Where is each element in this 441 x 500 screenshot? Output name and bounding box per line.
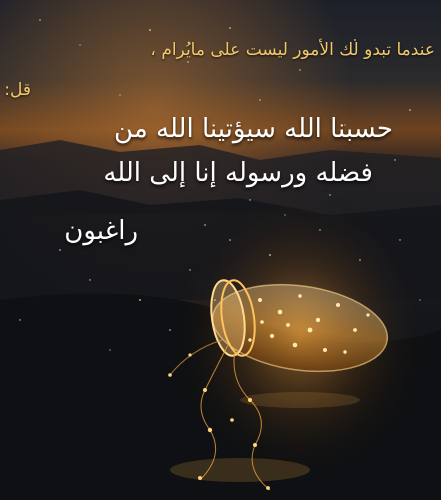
quote-main-line-3: راغبون (64, 216, 138, 246)
quote-main-line-2: فضله ورسوله إنا إلى الله (103, 158, 373, 188)
quote-main-line-1: حسبنا الله سيؤتينا الله من (114, 114, 393, 144)
quote-intro-say: قل: (4, 80, 31, 100)
quote-intro-line: عندما تبدو لك الأمور ليست على مايُرام ، (150, 40, 435, 60)
